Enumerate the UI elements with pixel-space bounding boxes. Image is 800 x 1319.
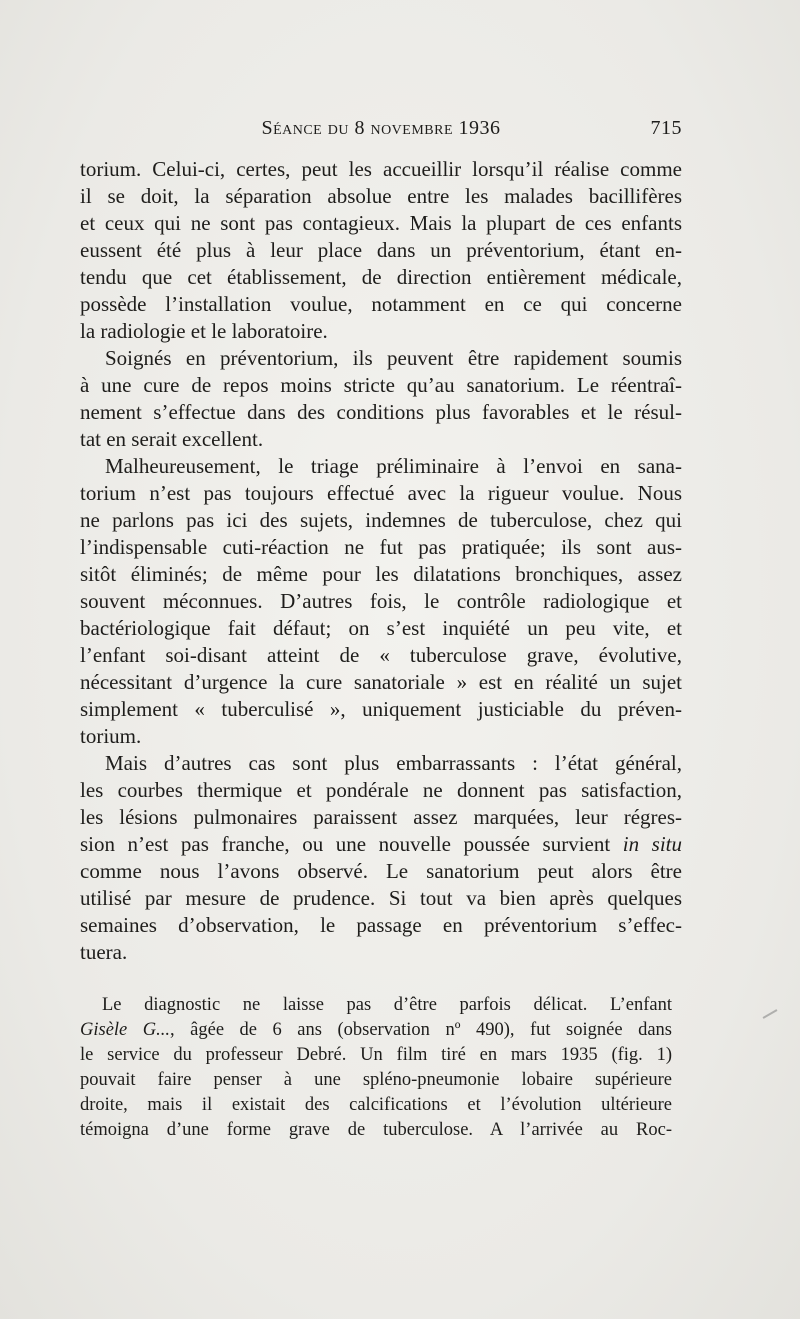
small-text-line: témoigna d’une forme grave de tuberculose. A l’arrivée au Roc- <box>80 1120 672 1140</box>
text-line: tendu que cet établissement, de direction entièrement médicale, <box>80 265 682 289</box>
text-line: nécessitant d’urgence la cure sanatoriale » est en réalité un sujet <box>80 670 682 694</box>
text-line: la radiologie et le laboratoire. <box>80 319 328 343</box>
text-line: tat en serait excellent. <box>80 427 264 451</box>
text-line: l’enfant soi-disant atteint de « tuberculose grave, évolutive, <box>80 643 682 667</box>
text-line: Malheureusement, le triage préliminaire à l’envoi en sana- <box>105 454 682 478</box>
italic-span: Gisèle G... <box>80 1020 171 1040</box>
small-text-line: le service du professeur Debré. Un film tiré en mars 1935 (fig. 1) <box>80 1045 672 1065</box>
text-line: il se doit, la séparation absolue entre les malades bacillifères <box>80 184 682 208</box>
italic-span: in situ <box>622 832 682 856</box>
text-line: semaines d’observation, le passage en préventorium s’effec- <box>80 913 682 937</box>
text-line: sitôt éliminés; de même pour les dilatations bronchiques, assez <box>80 562 682 586</box>
page-number: 715 <box>650 117 682 139</box>
running-header <box>80 117 682 147</box>
text-line: souvent méconnues. D’autres fois, le contrôle radiologique et <box>80 589 682 613</box>
text-line: possède l’installation voulue, notamment en ce qui concerne <box>80 292 682 316</box>
text-line: torium. <box>80 724 142 748</box>
text-line: et ceux qui ne sont pas contagieux. Mais la plupart de ces enfants <box>80 211 682 235</box>
header-title: Séance du 8 novembre 1936 <box>261 117 501 139</box>
text-line: l’indispensable cuti-réaction ne fut pas pratiquée; ils sont aus- <box>80 535 682 559</box>
text-line: torium n’est pas toujours effectué avec la rigueur voulue. Nous <box>80 481 682 505</box>
text-line: comme nous l’avons observé. Le sanatorium peut alors être <box>80 859 682 883</box>
small-text-line: droite, mais il existait des calcifications et l’évolution ultérieure <box>80 1095 672 1115</box>
text-line: à une cure de repos moins stricte qu’au sanatorium. Le réentraî- <box>80 373 682 397</box>
text-line: sion n’est pas franche, ou une nouvelle poussée survient in situ <box>80 832 682 856</box>
text-line: Soignés en préventorium, ils peuvent être rapidement soumis <box>105 346 682 370</box>
text-line: les courbes thermique et pondérale ne donnent pas satisfaction, <box>80 778 682 802</box>
text-line: tuera. <box>80 940 128 964</box>
text-line: eussent été plus à leur place dans un préventorium, étant en- <box>80 238 682 262</box>
text-line: bactériologique fait défaut; on s’est inquiété un peu vite, et <box>80 616 682 640</box>
text-line: Mais d’autres cas sont plus embarrassants : l’état général, <box>105 751 682 775</box>
text-line: nement s’effectue dans des conditions plus favorables et le résul- <box>80 400 682 424</box>
text-line: utilisé par mesure de prudence. Si tout va bien après quelques <box>80 886 682 910</box>
text-line: ne parlons pas ici des sujets, indemnes de tuberculose, chez qui <box>80 508 682 532</box>
small-text-line: Le diagnostic ne laisse pas d’être parfois délicat. L’enfant <box>102 995 672 1015</box>
small-text-line: pouvait faire penser à une spléno-pneumonie lobaire supérieure <box>80 1070 672 1090</box>
small-text-line: Gisèle G..., âgée de 6 ans (observation nº 490), fut soignée dans <box>80 1020 672 1040</box>
text-line: simplement « tuberculisé », uniquement justiciable du préven- <box>80 697 682 721</box>
margin-pencil-mark <box>763 1009 778 1019</box>
text-line: torium. Celui-ci, certes, peut les accueillir lorsqu’il réalise comme <box>80 157 682 181</box>
text-line: les lésions pulmonaires paraissent assez marquées, leur régres- <box>80 805 682 829</box>
